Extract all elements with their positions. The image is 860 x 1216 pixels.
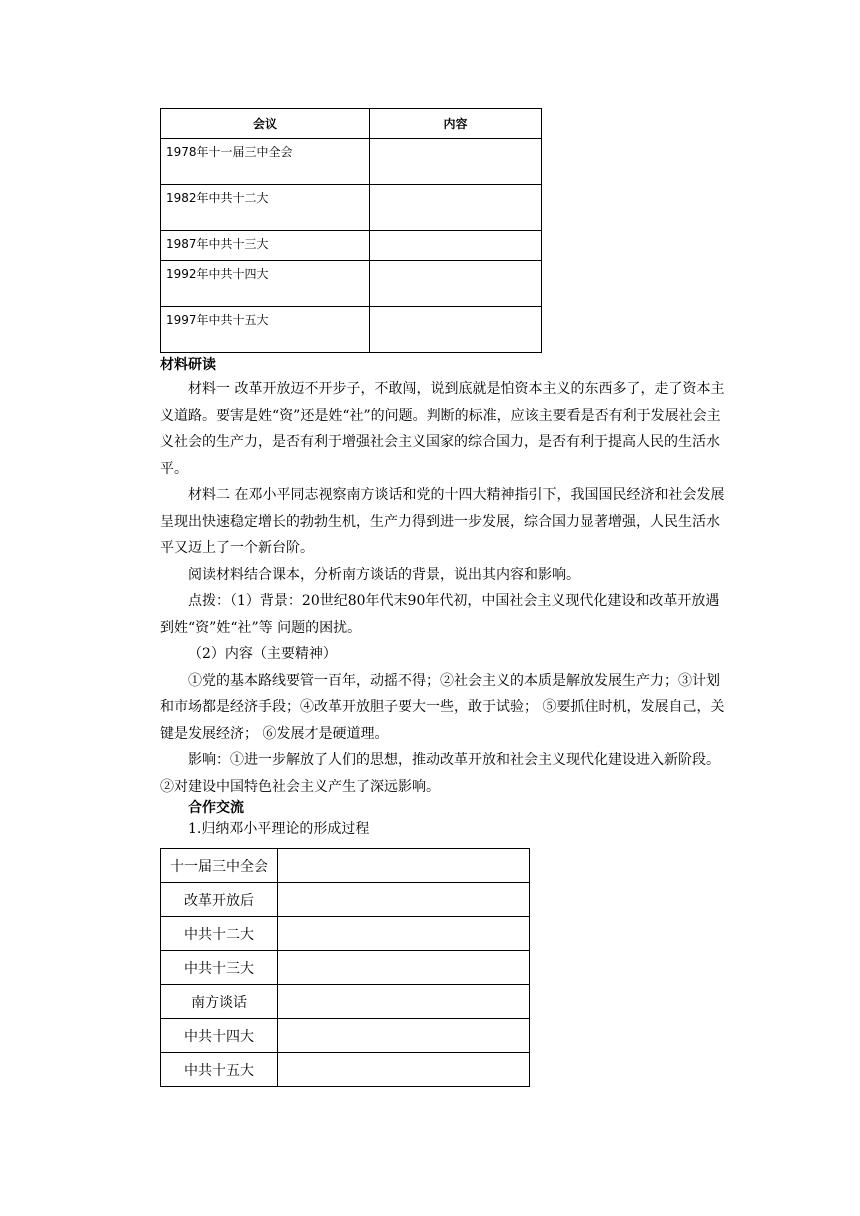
table-cell-empty (278, 849, 530, 883)
section-title-reading: 材料研读 (160, 357, 216, 373)
reading-body (160, 376, 728, 800)
table-cell: 1992年中共十四大 (161, 261, 370, 307)
table-cell: 南方谈话 (161, 985, 278, 1019)
table-cell-empty (370, 139, 542, 185)
table-cell: 改革开放后 (161, 883, 278, 917)
hint-background: 点拨：（1）背景：20世纪80年代末90年代初，中国社会主义现代化建设和改革开放遇到姓“资”姓“社”等 问题的困扰。 (160, 593, 720, 636)
hint-content-heading: （2）内容（主要精神） (188, 646, 337, 662)
table-header: 会议 (161, 109, 370, 139)
table-cell-empty (278, 951, 530, 985)
table-cell-empty (278, 917, 530, 951)
question: 阅读材料结合课本，分析南方谈话的背景，说出其内容和影响。 (188, 566, 580, 583)
table-cell-empty (370, 307, 542, 353)
table-cell-empty (278, 1019, 530, 1053)
table-cell-empty (370, 231, 542, 261)
table-cell-empty (278, 1053, 530, 1087)
meetings-table (160, 108, 542, 353)
cooperation-task: 1.归纳邓小平理论的形成过程 (188, 821, 370, 837)
table-cell: 1987年中共十三大 (161, 231, 370, 261)
table-cell: 中共十四大 (161, 1019, 278, 1053)
table-cell-empty (278, 985, 530, 1019)
table-header: 内容 (370, 109, 542, 139)
theory-formation-table (160, 848, 530, 1087)
table-cell: 1997年中共十五大 (161, 307, 370, 353)
section-title-cooperation: 合作交流 (188, 800, 244, 816)
table-cell-empty (370, 261, 542, 307)
hint-influence: 影响：①进一步解放了人们的思想，推动改革开放和社会主义现代化建设进入新阶段。②对建设中国特色社会主义产生了深远影响。 (160, 752, 720, 795)
material-one: 材料一 改革开放迈不开步子，不敢闯，说到底就是怕资本主义的东西多了，走了资本主义道路。要害是姓“资”还是姓“社”的问题。判断的标准，应该主要看是否有利于发展社会主义社会的生产力，是否有利于增强社会主义国家的综合国力，是否有利于提高人民的生活水平。 (160, 381, 725, 477)
table-cell: 中共十五大 (161, 1053, 278, 1087)
hint-content: ①党的基本路线要管一百年，动摇不得；②社会主义的本质是解放发展生产力；③计划和市场都是经济手段；④改革开放胆子要大一些，敢于试验； ⑤要抓住时机，发展自己，关键是发展经济； ⑥发展才是硬道理。 (160, 672, 725, 742)
material-two: 材料二 在邓小平同志视察南方谈话和党的十四大精神指引下，我国国民经济和社会发展呈现出快速稳定增长的勃勃生机，生产力得到进一步发展，综合国力显著增强，人民生活水平又迈上了一个新台阶。 (160, 487, 725, 556)
table-cell: 1982年中共十二大 (161, 185, 370, 231)
table-cell-empty (278, 883, 530, 917)
table-cell-empty (370, 185, 542, 231)
table-cell: 中共十二大 (161, 917, 278, 951)
table-cell: 1978年十一届三中全会 (161, 139, 370, 185)
table-cell: 中共十三大 (161, 951, 278, 985)
table-cell: 十一届三中全会 (161, 849, 278, 883)
